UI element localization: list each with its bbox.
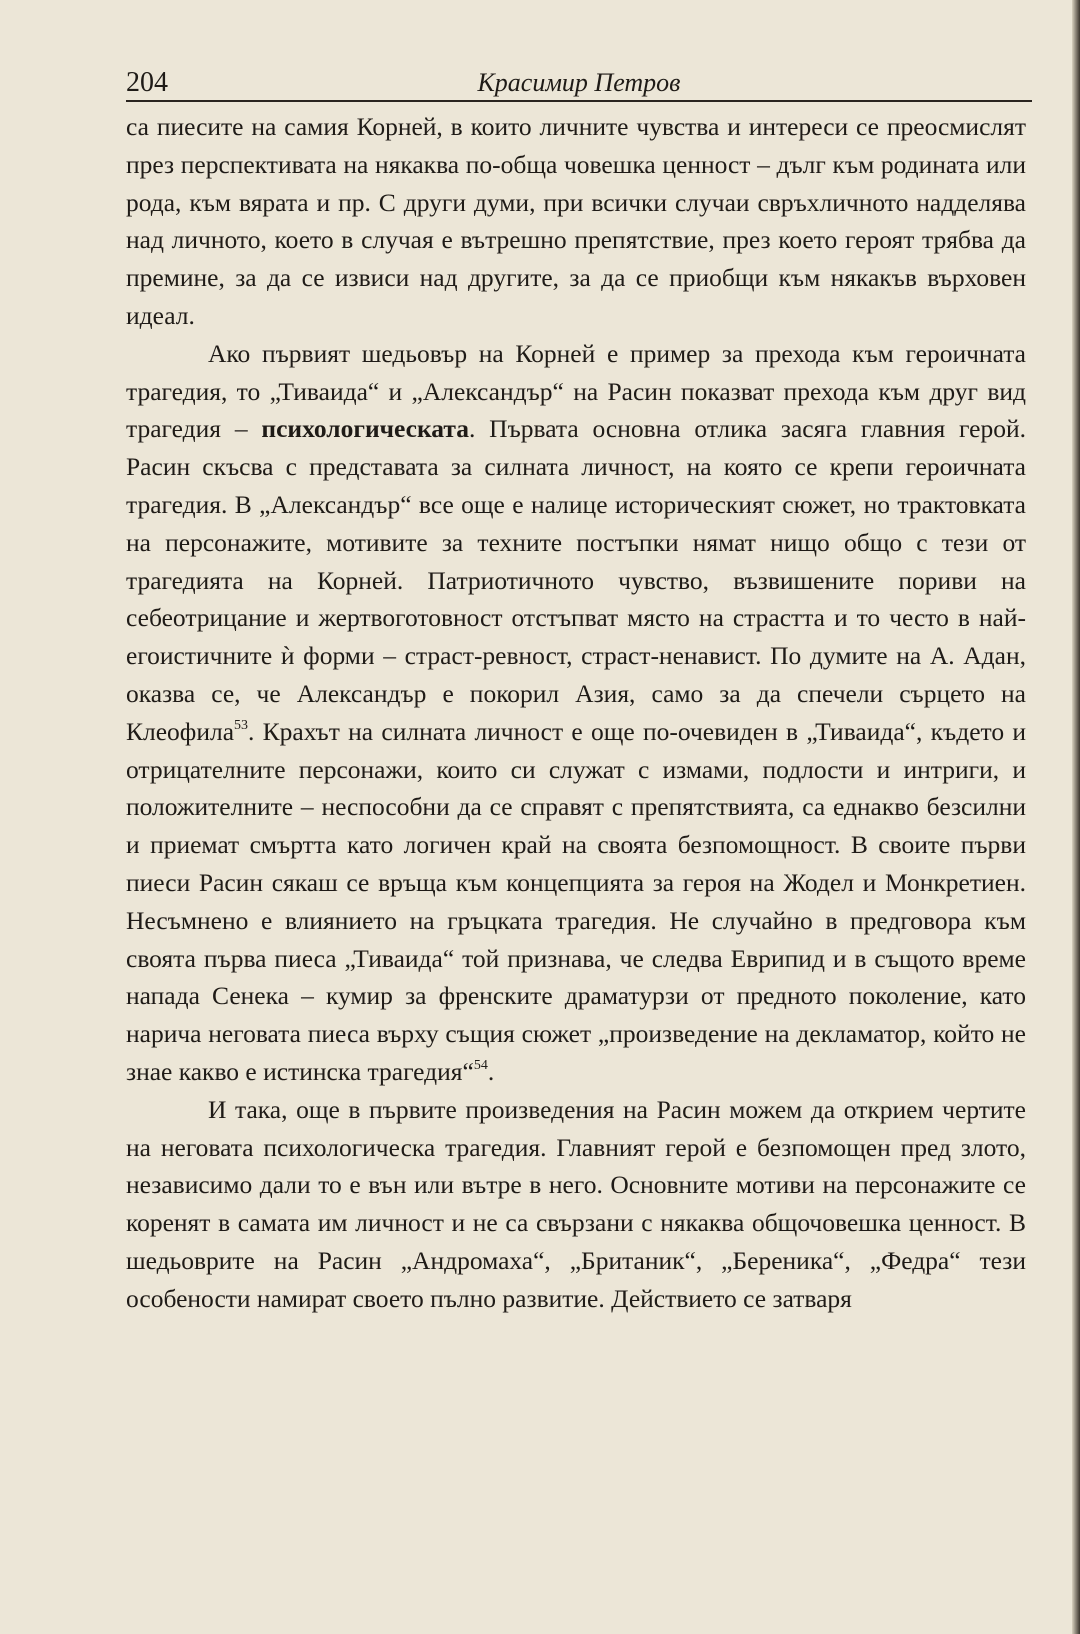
paragraph-2 — [126, 335, 1026, 1091]
running-title: Красимир Петров — [477, 68, 681, 97]
paragraph-2-text-1: Ако първият шедьовър на Корней е пример за прехода към героичната трагедия, то „Тиваида“ и „Александър“ на Расин показват прехода към друг вид трагедия – — [126, 338, 1026, 444]
body-text — [126, 108, 1026, 1318]
paragraph-2-text-2: . Първата основна отлика засяга главния герой. Расин скъсва с представата за силната личност, на която се крепи героичната трагедия. В „Александър“ все още е налице историческият сюжет, но трактовката на персонажите, мотивите за техните постъпки нямат нищо общо с тези от трагедията на Корней. Патриотичното чувство, възвишените пориви на себеотрицание и жертвоготовност отстъпват място на страстта и то често в най-егоистичните ѝ форми – страст-ревност, страст-ненавист. По думите на А. Адан, оказва се, че Александър е покорил Азия, само за да спечели сърцето на Клеофила — [126, 414, 1026, 746]
paragraph-1 — [126, 108, 1026, 335]
running-header — [126, 64, 1032, 102]
footnote-ref-54: 54 — [473, 1057, 488, 1073]
emphasis-term: психологическата — [261, 414, 469, 444]
paragraph-2-text-3: . Крахът на силната личност е още по-очевиден в „Тиваида“, където и отрицателните персонажи, които си служат с измами, подлости и интриги, и положителните – неспособни да се справят с препятствията, са еднакво безсилни и приемат смъртта като логичен край на своята безпомощност. В своите първи пиеси Расин сякаш се връща към концепцията за героя на Жодел и Монкретиен. Несъмнено е влиянието на гръцката трагедия. Не случайно в предговора към своята първа пиеса „Тиваида“ той признава, че следва Еврипид и в същото време напада Сенека – кумир за френските драматурзи от предното поколение, като нарича неговата пиеса върху същия сюжет „произведение на декламатор, който не знае какво е истинска трагедия“ — [126, 716, 1026, 1086]
paragraph-2-text-4: . — [487, 1056, 495, 1086]
page-number: 204 — [126, 67, 168, 98]
paragraph-3 — [126, 1091, 1026, 1318]
footnote-ref-53: 53 — [234, 717, 249, 733]
page-edge — [1072, 0, 1080, 1634]
paragraph-3-text: И така, още в първите произведения на Расин можем да открием чертите на неговата психологическа трагедия. Главният герой е безпомощен пред злото, независимо дали то е вън или вътре в него. Основните мотиви на персонажите се коренят в самата им личност и не са свързани с някаква общочовешка ценност. В шедьоврите на Расин „Андромаха“, „Британик“, „Береника“, „Федра“ тези особености намират своето пълно развитие. Действието се затваря — [126, 1094, 1026, 1313]
paragraph-1-text: са пиесите на самия Корней, в които личните чувства и интереси се преосмислят през перспективата на някаква по-обща човешка ценност – дълг към родината или рода, към вярата и пр. С други думи, при всички случаи свръхличното надделява над личното, което в случая е вътрешно препятствие, през което героят трябва да премине, за да се извиси над другите, за да се приобщи към някакъв върховен идеал. — [126, 112, 1026, 330]
